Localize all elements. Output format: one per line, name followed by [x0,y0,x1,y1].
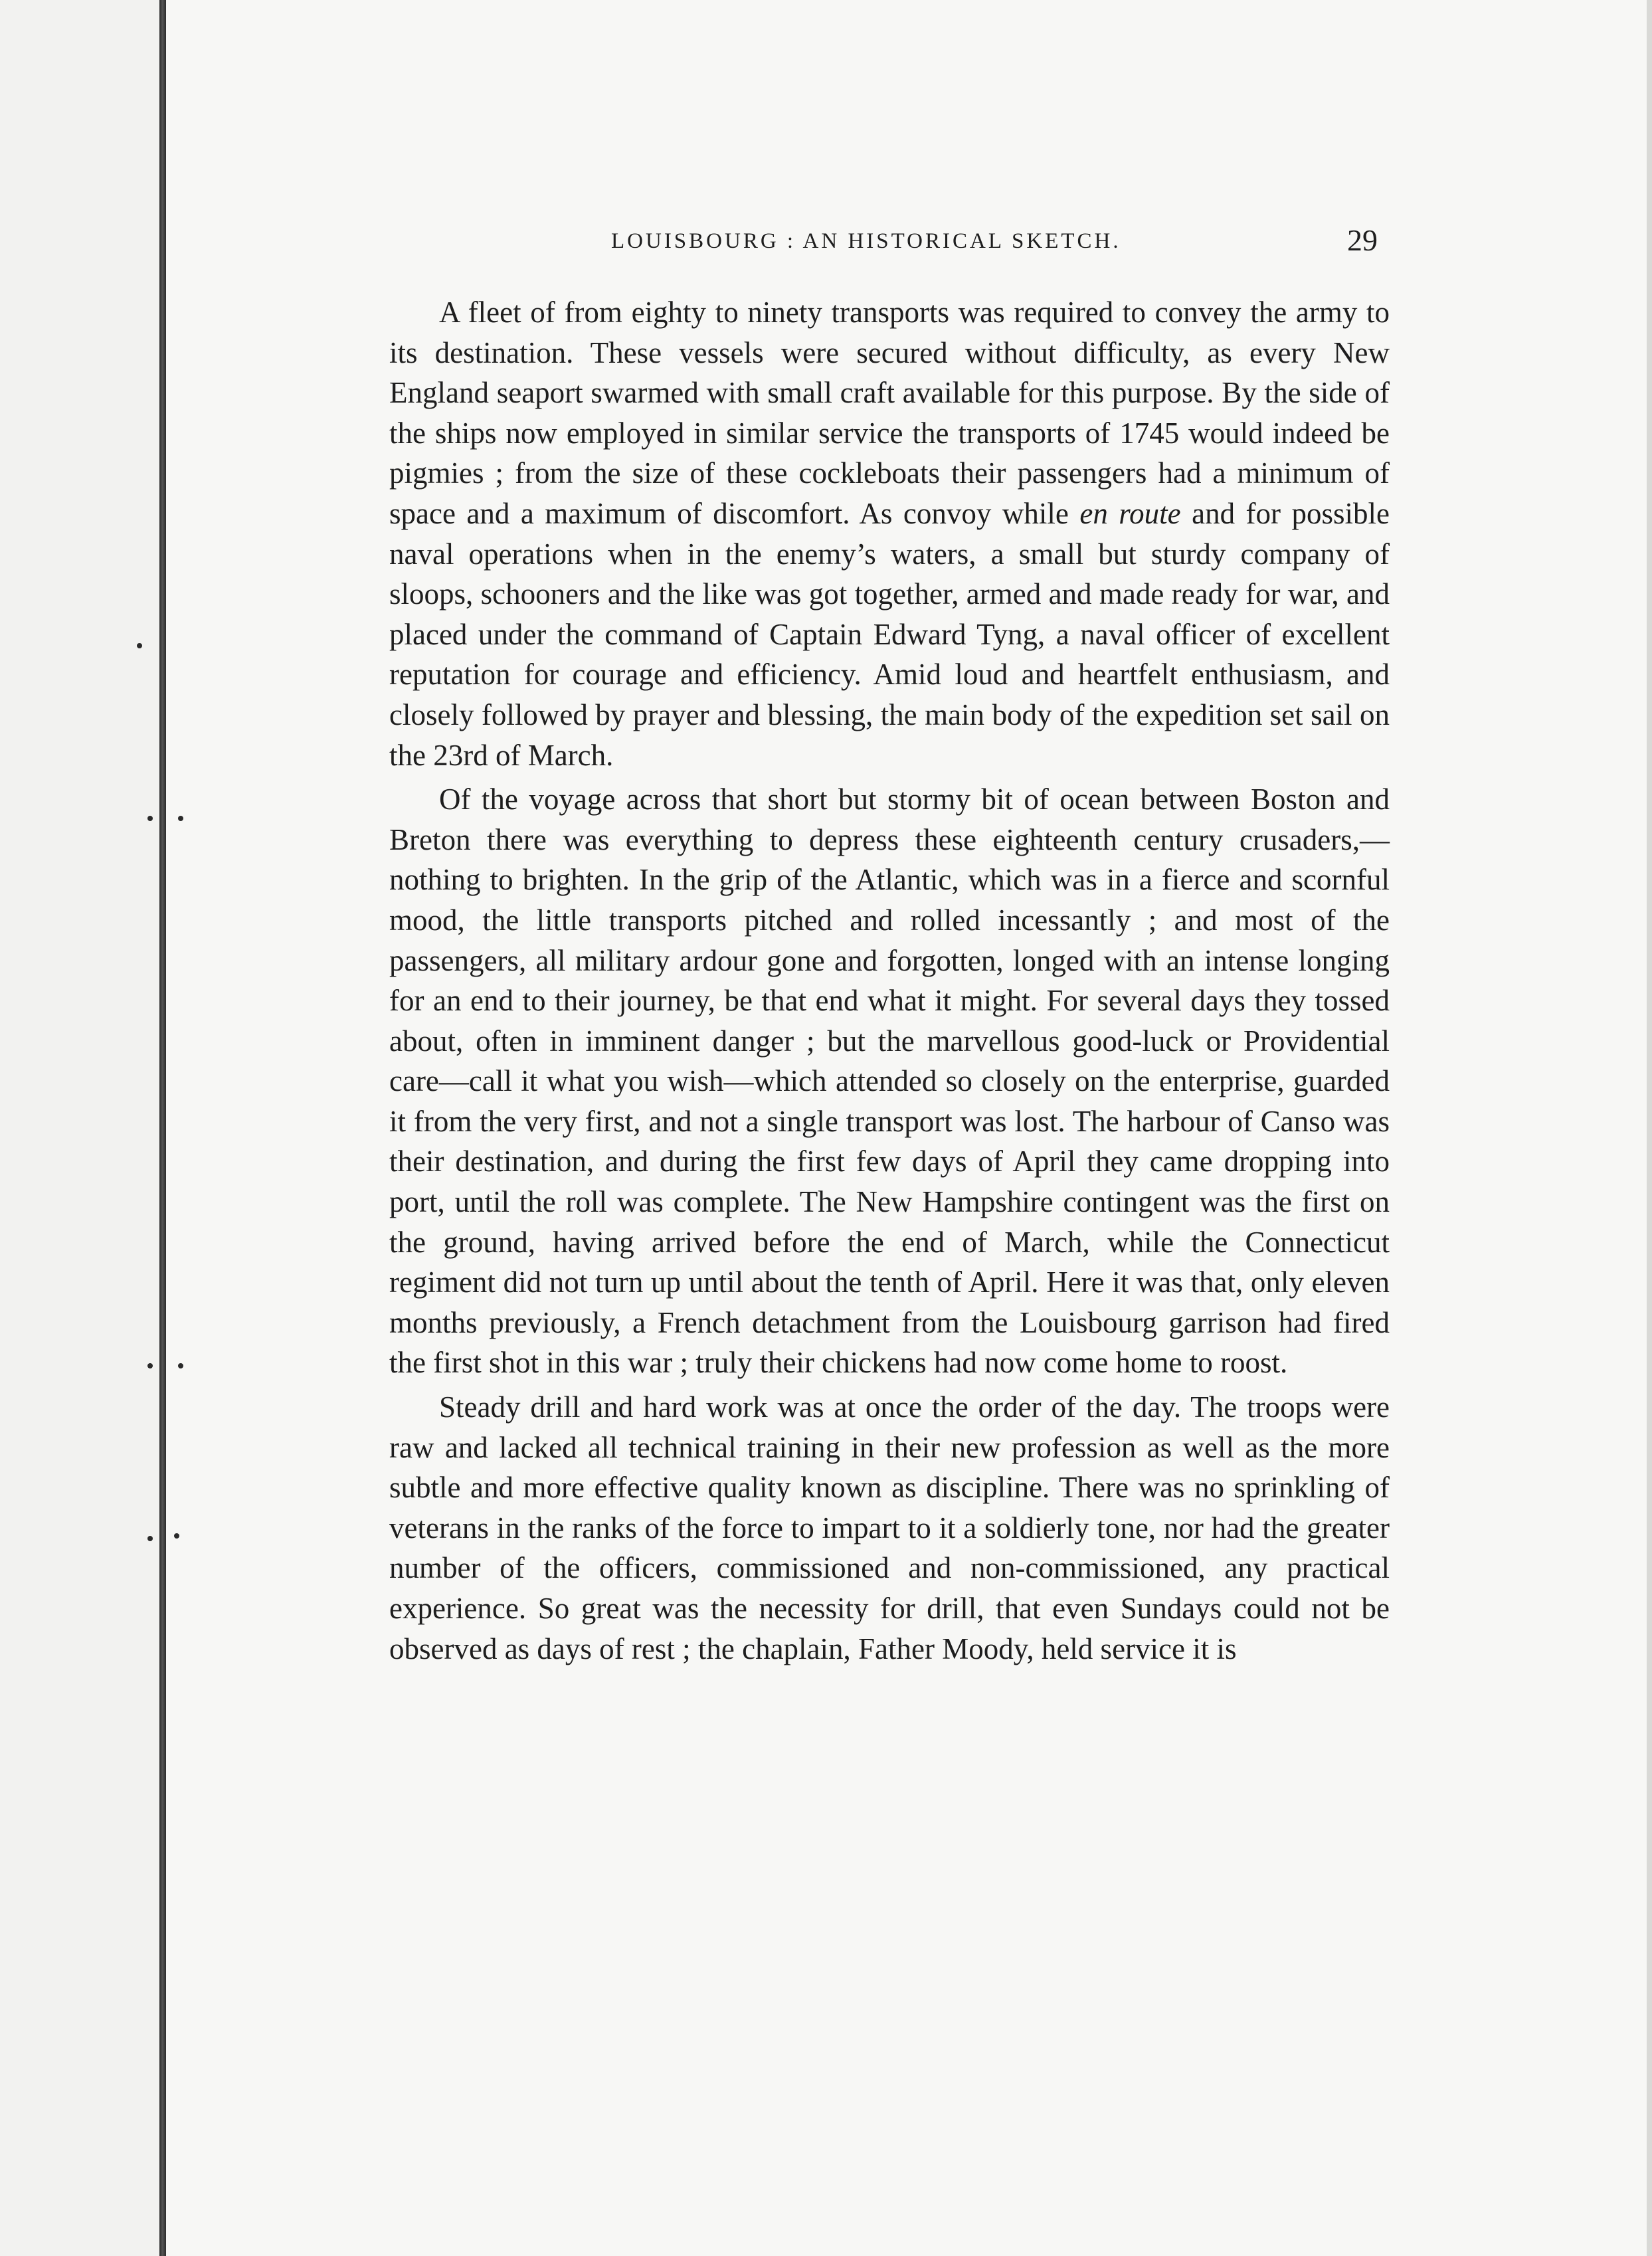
margin-dot-mark [178,816,183,821]
margin-dot-mark [178,1363,183,1368]
body-text [389,292,1390,1673]
paragraph-1-italic-phrase: en route [1079,496,1181,530]
binding-gutter-line [159,0,166,2256]
margin-dot-mark [147,1363,153,1368]
paragraph-1 [389,292,1390,775]
margin-dot-mark [147,816,153,821]
left-margin [0,0,159,2256]
paragraph-3: Steady drill and hard work was at once the order of the day. The troops were raw and lacked all technical training in their new profession as well as the more subtle and more effective quality known as discipline. There was no sprinkling of veterans in the ranks of the force to impart to it a soldierly tone, nor had the greater number of the officers, commissioned and non-commissioned, any practical experience. So great was the necessity for drill, that even Sundays could not be observed as days of rest ; the chaplain, Father Moody, held service it is [389,1390,1390,1665]
margin-dot-mark [137,643,142,648]
paragraph-1-part-1: A fleet of from eighty to ninety transports was required to convey the army to its destination. These vessels were secured without difficulty, as every New England seaport swarmed with small craft available for this purpose. By the side of the ships now employed in similar service the transports of 1745 would indeed be pigmies ; from the size of these cockleboats their passengers had a minimum of space and a maximum of discomfort. As convoy while [389,296,1390,530]
margin-dot-mark [147,1536,153,1541]
running-head: LOUISBOURG : AN HISTORICAL SKETCH. [611,229,1121,253]
paragraph-2: Of the voyage across that short but stormy bit of ocean between Boston and Breton there was everything to depress these eighteenth century crusaders,—nothing to brighten. In the grip of the Atlantic, which was in a fierce and scornful mood, the little transports pitched and rolled incessantly ; and most of the passengers, all military ardour gone and forgotten, longed with an intense longing for an end to their journey, be that end what it might. For several days they tossed about, often in imminent danger ; but the marvellous good-luck or Providential care—call it what you wish—which attended so closely on the enterprise, guarded it from the very first, and not a single transport was lost. The harbour of Canso was their destination, and during the first few days of April they came dropping into port, until the roll was complete. The New Hampshire contingent was the first on the ground, having arrived before the end of March, while the Connecticut regiment did not turn up until about the tenth of April. Here it was that, only eleven months previously, a French detachment from the Louisbourg garrison had fired the first shot in this war ; truly their chickens had now come home to roost. [389,783,1390,1380]
paragraph-1-part-2: and for possible naval operations when in the enemy’s waters, a small but sturdy company of sloops, schooners and the like was got together, armed and made ready for war, and placed under the command of Captain Edward Tyng, a naval officer of excellent reputation for courage and efficiency. Amid loud and heartfelt enthusiasm, and closely followed by prayer and blessing, the main body of the expedition set sail on the 23rd of March. [389,496,1390,772]
margin-dot-mark [174,1533,179,1539]
page-number: 29 [1347,223,1378,257]
page-right-edge [1647,0,1652,2256]
